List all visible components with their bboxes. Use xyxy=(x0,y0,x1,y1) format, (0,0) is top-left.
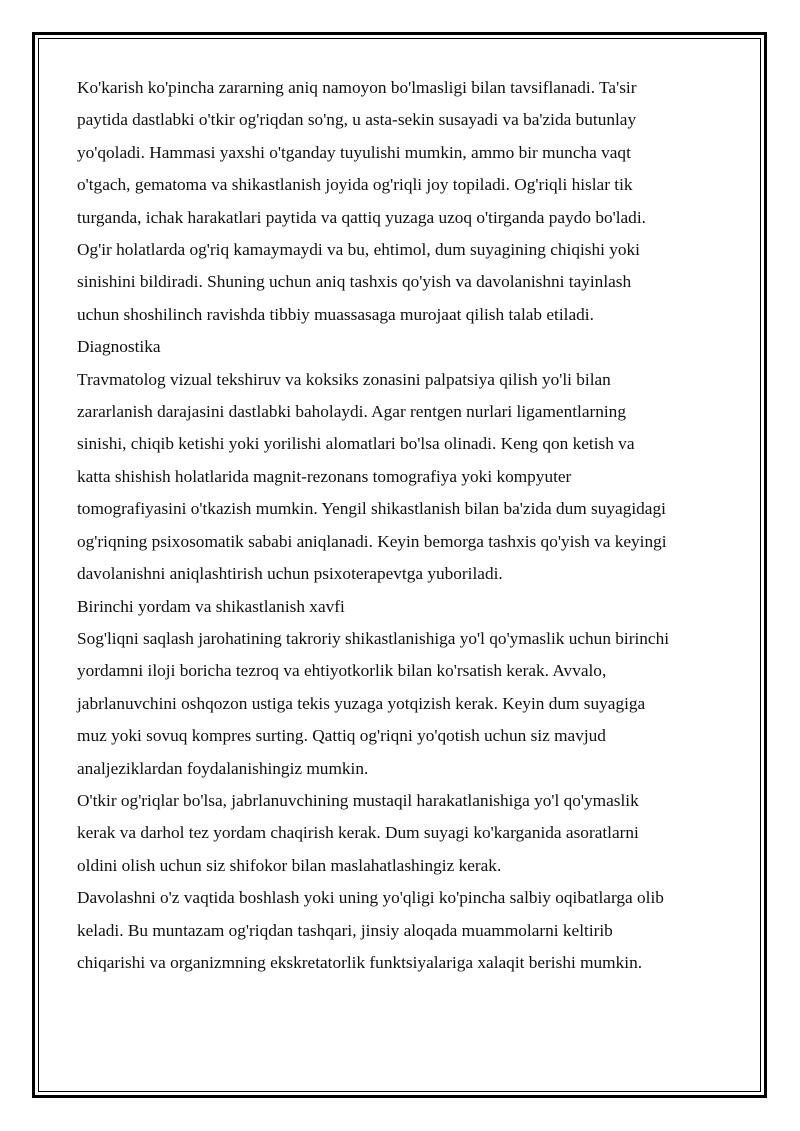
body-line: uchun shoshilinch ravishda tibbiy muassasaga murojaat qilish talab etiladi. xyxy=(77,304,594,324)
body-line: Ko'karish ko'pincha zararning aniq namoyon bo'lmasligi bilan tavsiflanadi. Ta'sir xyxy=(77,78,637,97)
body-line: yo'qoladi. Hammasi yaxshi o'tganday tuyulishi mumkin, ammo bir muncha vaqt xyxy=(77,142,631,162)
body-line: Og'ir holatlarda og'riq kamaymaydi va bu, ehtimol, dum suyagining chiqishi yoki xyxy=(77,240,640,260)
body-line: tomografiyasini o'tkazish mumkin. Yengil shikastlanish bilan ba'zida dum suyagidagi xyxy=(77,499,666,519)
body-line: o'tgach, gematoma va shikastlanish joyida og'riqli joy topiladi. Og'riqli hislar tik xyxy=(77,175,633,195)
body-line: turganda, ichak harakatlari paytida va qattiq yuzaga uzoq o'tirganda paydo bo'ladi. xyxy=(77,207,646,227)
body-line: oldini olish uchun siz shifokor bilan maslahatlashingiz kerak. xyxy=(77,855,502,875)
body-line: muz yoki sovuq kompres surting. Qattiq og'riqni yo'qotish uchun siz mavjud xyxy=(77,726,606,746)
body-line: yordamni iloji boricha tezroq va ehtiyotkorlik bilan ko'rsatish kerak. Avvalo, xyxy=(77,661,607,681)
body-line: analjeziklardan foydalanishingiz mumkin. xyxy=(77,758,369,778)
body-line: Sog'liqni saqlash jarohatining takroriy shikastlanishiga yo'l qo'ymaslik uchun birinchi xyxy=(77,628,670,648)
body-line: O'tkir og'riqlar bo'lsa, jabrlanuvchining mustaqil harakatlanishiga yo'l qo'ymaslik xyxy=(77,790,639,810)
body-line: sinishi, chiqib ketishi yoki yorilishi alomatlari bo'lsa olinadi. Keng qon ketish va xyxy=(77,434,635,454)
body-line: sinishini bildiradi. Shuning uchun aniq tashxis qo'yish va davolanishni tayinlash xyxy=(77,272,632,292)
body-line: kerak va darhol tez yordam chaqirish kerak. Dum suyagi ko'karganida asoratlarni xyxy=(77,823,639,843)
body-line: og'riqning psixosomatik sababi aniqlanadi. Keyin bemorga tashxis qo'yish va keyingi xyxy=(77,531,667,551)
body-line: Travmatolog vizual tekshiruv va koksiks zonasini palpatsiya qilish yo'li bilan xyxy=(77,369,611,389)
document-body xyxy=(77,72,737,979)
section-heading-diagnostika: Diagnostika xyxy=(77,337,161,357)
body-line: Davolashni o'z vaqtida boshlash yoki uning yo'qligi ko'pincha salbiy oqibatlarga olib xyxy=(77,888,664,908)
body-line: chiqarishi va organizmning ekskretatorlik funktsiyalariga xalaqit berishi mumkin. xyxy=(77,952,643,972)
section-heading-first-aid: Birinchi yordam va shikastlanish xavfi xyxy=(77,596,345,616)
body-line: keladi. Bu muntazam og'riqdan tashqari, jinsiy aloqada muammolarni keltirib xyxy=(77,920,613,940)
body-line: zararlanish darajasini dastlabki baholaydi. Agar rentgen nurlari ligamentlarning xyxy=(77,402,626,422)
body-line: davolanishni aniqlashtirish uchun psixoterapevtga yuboriladi. xyxy=(77,564,503,584)
body-line: katta shishish holatlarida magnit-rezonans tomografiya yoki kompyuter xyxy=(77,466,572,486)
body-line: jabrlanuvchini oshqozon ustiga tekis yuzaga yotqizish kerak. Keyin dum suyagiga xyxy=(77,693,646,713)
body-line: paytida dastlabki o'tkir og'riqdan so'ng, u asta-sekin susayadi va ba'zida butunlay xyxy=(77,110,637,130)
